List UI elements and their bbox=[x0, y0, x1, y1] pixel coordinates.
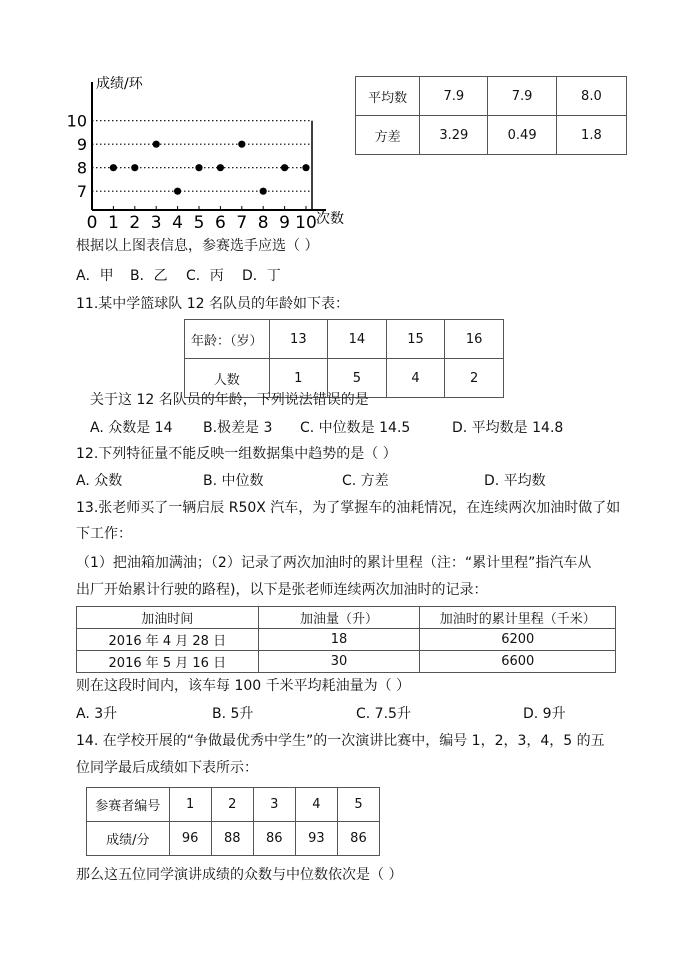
q13-option-d[interactable]: D. 9升 bbox=[523, 706, 566, 722]
x-axis-label: 次数 bbox=[316, 211, 344, 227]
data-point bbox=[195, 164, 202, 171]
stats-table-cell: 8.0 bbox=[556, 77, 626, 116]
q14-table-cell: 2 bbox=[211, 788, 253, 822]
stats-table-row bbox=[356, 77, 627, 116]
q14-table-cell: 86 bbox=[337, 822, 379, 856]
stats-table-cell: 7.9 bbox=[420, 77, 488, 116]
q13-table-row bbox=[77, 629, 616, 651]
q11-option-b[interactable]: B.极差是 3 bbox=[203, 420, 273, 436]
y-tick-label: 8 bbox=[76, 158, 87, 178]
x-tick-label: 9 bbox=[279, 213, 291, 233]
stats-table bbox=[355, 76, 627, 155]
q13-line2: 下工作： bbox=[76, 526, 132, 542]
q13-table-cell: 加油量（升） bbox=[258, 607, 420, 629]
q13-table-cell: 加油时的累计里程（千米） bbox=[420, 607, 616, 629]
q13-fuel-table bbox=[76, 606, 616, 673]
q11-table-cell: 16 bbox=[445, 320, 504, 359]
q14-table-row bbox=[87, 788, 380, 822]
q11-table-cell: 2 bbox=[445, 359, 504, 398]
q13-table-row bbox=[77, 607, 616, 629]
x-tick-label: 2 bbox=[129, 213, 141, 233]
q13-line1: 13.张老师买了一辆启辰 R50X 汽车，为了掌握车的油耗情况，在连续两次加油时做了如 bbox=[76, 500, 621, 516]
stats-table-cell: 0.49 bbox=[488, 116, 556, 155]
q13-option-b[interactable]: B. 5升 bbox=[212, 706, 254, 722]
x-tick-label: 3 bbox=[150, 213, 162, 233]
q10-text: 根据以上图表信息，参赛选手应选（ ） bbox=[76, 238, 319, 254]
q12-stem: 12.下列特征量不能反映一组数据集中趋势的是（ ） bbox=[76, 446, 397, 462]
q14-table-cell: 成绩/分 bbox=[87, 822, 170, 856]
stats-table-cell: 7.9 bbox=[488, 77, 556, 116]
q14-table-cell: 3 bbox=[253, 788, 295, 822]
stats-table-cell: 平均数 bbox=[356, 77, 420, 116]
q13-table-cell: 2016 年 4 月 28 日 bbox=[77, 629, 259, 651]
stats-table-row bbox=[356, 116, 627, 155]
q11-option-c[interactable]: C. 中位数是 14.5 bbox=[300, 420, 411, 436]
q12-option-d[interactable]: D. 平均数 bbox=[484, 473, 546, 489]
q14-table-cell: 1 bbox=[169, 788, 211, 822]
q14-line2: 位同学最后成绩如下表所示： bbox=[76, 760, 258, 776]
q14-table-cell: 参赛者编号 bbox=[87, 788, 170, 822]
q11-age-table bbox=[184, 319, 504, 398]
data-point bbox=[238, 141, 245, 148]
stats-table-cell: 3.29 bbox=[420, 116, 488, 155]
q11-table-cell: 5 bbox=[328, 359, 387, 398]
data-point bbox=[281, 164, 288, 171]
q11-option-d[interactable]: D. 平均数是 14.8 bbox=[452, 420, 564, 436]
q11-table-cell: 年龄：（岁） bbox=[185, 320, 270, 359]
q14-table-cell: 93 bbox=[295, 822, 337, 856]
q11-table-cell: 1 bbox=[269, 359, 328, 398]
x-tick-label: 4 bbox=[172, 213, 184, 233]
data-point bbox=[110, 164, 117, 171]
chart-grid bbox=[92, 121, 312, 192]
x-tick-label: 10 bbox=[295, 213, 317, 233]
q14-line1: 14. 在学校开展的“争做最优秀中学生”的一次演讲比赛中，编号 1，2，3，4，5 的五 bbox=[76, 733, 605, 749]
q11-table-cell: 4 bbox=[386, 359, 445, 398]
x-tick-label: 8 bbox=[257, 213, 269, 233]
q11-option-a[interactable]: A. 众数是 14 bbox=[90, 420, 173, 436]
chart-tick-labels bbox=[67, 112, 317, 233]
q12-option-b[interactable]: B. 中位数 bbox=[203, 473, 264, 489]
q13-table-cell: 2016 年 5 月 16 日 bbox=[77, 651, 259, 673]
q11-question: 关于这 12 名队员的年龄，下列说法错误的是 bbox=[90, 392, 369, 408]
chart-points bbox=[110, 141, 310, 195]
q13-line3: （1）把油箱加满油；（2）记录了两次加油时的累计里程（注：“累计里程”指汽车从 bbox=[76, 555, 592, 571]
data-point bbox=[302, 164, 309, 171]
x-tick-label: 0 bbox=[86, 213, 98, 233]
x-tick-label: 7 bbox=[236, 213, 248, 233]
q13-option-c[interactable]: C. 7.5升 bbox=[356, 706, 411, 722]
q13-question: 则在这段时间内，该车每 100 千米平均耗油量为（ ） bbox=[76, 678, 411, 694]
x-tick-label: 5 bbox=[193, 213, 205, 233]
q14-table-cell: 5 bbox=[337, 788, 379, 822]
q14-question: 那么这五位同学演讲成绩的众数与中位数依次是（ ） bbox=[76, 867, 403, 883]
score-scatter-chart bbox=[66, 70, 366, 233]
q14-score-table bbox=[86, 787, 380, 856]
q12-option-c[interactable]: C. 方差 bbox=[342, 473, 389, 489]
data-point bbox=[131, 164, 138, 171]
q11-table-cell: 13 bbox=[269, 320, 328, 359]
x-tick-label: 1 bbox=[107, 213, 119, 233]
q14-table-row bbox=[87, 822, 380, 856]
q13-table-cell: 加油时间 bbox=[77, 607, 259, 629]
stats-table-cell: 1.8 bbox=[556, 116, 626, 155]
x-tick-label: 6 bbox=[214, 213, 226, 233]
q10-option-d[interactable]: D．丁 bbox=[242, 268, 281, 284]
stats-table-cell: 方差 bbox=[356, 116, 420, 155]
q11-table-row bbox=[185, 320, 504, 359]
y-axis-label: 成绩/环 bbox=[96, 76, 143, 92]
data-point bbox=[153, 141, 160, 148]
q13-table-cell: 6200 bbox=[420, 629, 616, 651]
y-tick-label: 10 bbox=[66, 111, 87, 131]
y-tick-label: 7 bbox=[76, 182, 87, 202]
q10-option-b[interactable]: B．乙 bbox=[130, 268, 168, 284]
q13-table-cell: 18 bbox=[258, 629, 420, 651]
q13-table-row bbox=[77, 651, 616, 673]
q13-table-cell: 6600 bbox=[420, 651, 616, 673]
data-point bbox=[217, 164, 224, 171]
q14-table-cell: 88 bbox=[211, 822, 253, 856]
q13-line4: 出厂开始累计行驶的路程)，以下是张老师连续两次加油时的记录： bbox=[76, 582, 488, 598]
q13-table-cell: 30 bbox=[258, 651, 420, 673]
data-point bbox=[260, 188, 267, 195]
q10-option-a[interactable]: A．甲 bbox=[76, 268, 114, 284]
q11-table-cell: 人数 bbox=[185, 359, 270, 398]
q14-table-cell: 96 bbox=[169, 822, 211, 856]
q11-table-cell: 15 bbox=[386, 320, 445, 359]
y-tick-label: 9 bbox=[76, 135, 87, 155]
data-point bbox=[174, 188, 181, 195]
q13-option-a[interactable]: A. 3升 bbox=[76, 706, 118, 722]
q14-table-cell: 86 bbox=[253, 822, 295, 856]
q12-option-a[interactable]: A. 众数 bbox=[76, 473, 123, 489]
q11-table-cell: 14 bbox=[328, 320, 387, 359]
q10-option-c[interactable]: C．丙 bbox=[186, 268, 224, 284]
q14-table-cell: 4 bbox=[295, 788, 337, 822]
q11-stem: 11.某中学篮球队 12 名队员的年龄如下表： bbox=[76, 296, 349, 312]
